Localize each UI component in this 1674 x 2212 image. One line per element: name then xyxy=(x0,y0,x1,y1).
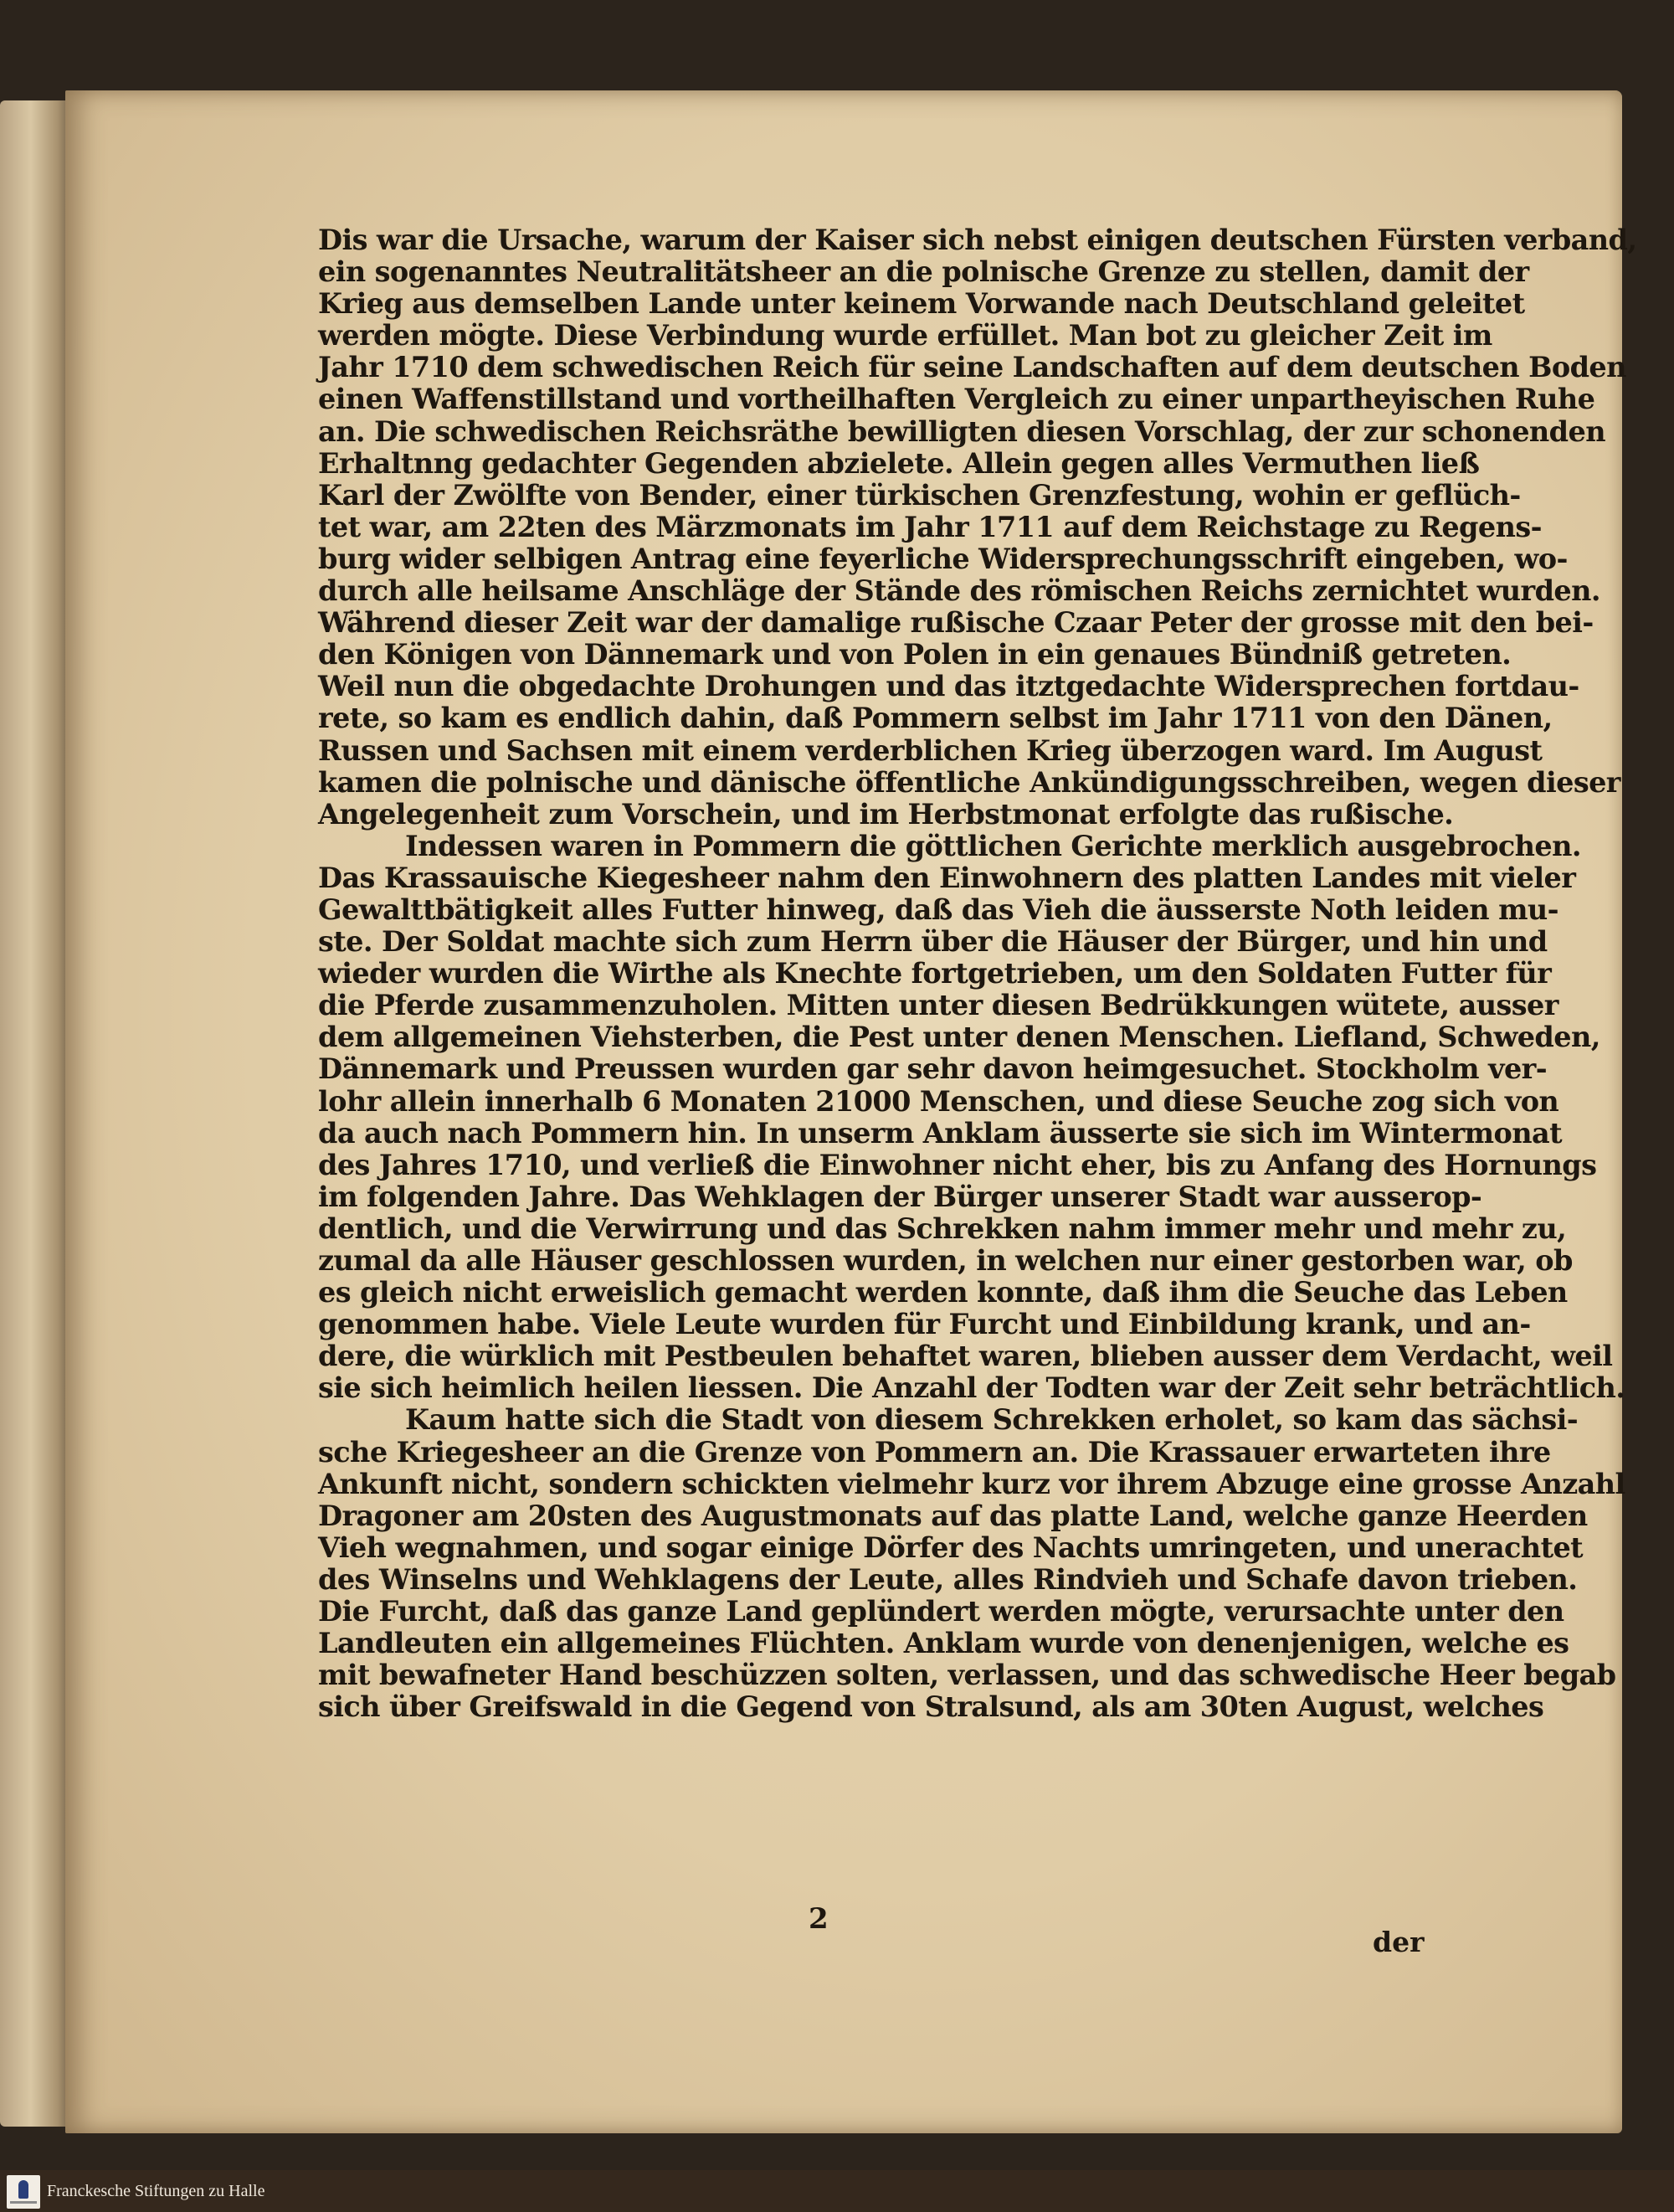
text-line: tet war, am 22ten des Märzmonats im Jahr 1711 auf dem Reichstage zu Regens- xyxy=(318,510,1542,543)
text-line: des Jahres 1710, und verließ die Einwohner nicht eher, bis zu Anfang des Hornungs xyxy=(318,1148,1597,1181)
text-line: zumal da alle Häuser geschlossen wurden, in welchen nur einer gestorben war, ob xyxy=(318,1244,1573,1277)
text-line: Karl der Zwölfte von Bender, einer türkischen Grenzfestung, wohin er geflüch- xyxy=(318,478,1521,512)
text-line: werden mögte. Diese Verbindung wurde erfüllet. Man bot zu gleicher Zeit im xyxy=(318,319,1492,352)
text-line: kamen die polnische und dänische öffentliche Ankündigungsschreiben, wegen dieser xyxy=(318,765,1620,799)
text-line: Krieg aus demselben Lande unter keinem Vorwande nach Deutschland geleitet xyxy=(318,287,1525,321)
text-line: sche Kriegesheer an die Grenze von Pommern an. Die Krassauer erwarteten ihre xyxy=(318,1435,1551,1469)
text-line: Die Furcht, daß das ganze Land geplündert werden mögte, verursachte unter den xyxy=(318,1595,1564,1628)
text-line: dere, die würklich mit Pestbeulen behaftet waren, blieben ausser dem Verdacht, weil xyxy=(318,1340,1613,1373)
text-line: mit bewafneter Hand beschüzzen solten, verlassen, und das schwedische Heer begab xyxy=(318,1659,1616,1692)
text-line: im folgenden Jahre. Das Wehklagen der Bürger unserer Stadt war ausserор- xyxy=(318,1180,1482,1213)
footer-bar xyxy=(0,2170,1674,2212)
text-line: dentlich, und die Verwirrung und das Schrekken nahm immer mehr und mehr zu, xyxy=(318,1211,1567,1245)
text-line: Jahr 1710 dem schwedischen Reich für seine Landschaften auf dem deutschen Boden xyxy=(318,351,1626,384)
text-line: Indessen waren in Pommern die göttlichen Gerichte merklich ausgebrochen. xyxy=(405,829,1581,862)
text-line: Kaum hatte sich die Stadt von diesem Schrekken erholet, so kam das sächsi- xyxy=(405,1403,1579,1437)
text-line: die Pferde zusammenzuholen. Mitten unter diesen Bedrükkungen wütete, ausser xyxy=(318,989,1558,1022)
text-line: dem allgemeinen Viehsterben, die Pest unter denen Menschen. Liefland, Schweden, xyxy=(318,1021,1600,1054)
text-line: einen Waffenstillstand und vortheilhaften Vergleich zu einer unpartheyischen Ruhe xyxy=(318,383,1595,416)
text-line: Vieh wegnahmen, und sogar einige Dörfer des Nachts umringeten, und unerachtet xyxy=(318,1530,1584,1564)
text-line: ste. Der Soldat machte sich zum Herrn über die Häuser der Bürger, und hin und xyxy=(318,925,1548,959)
text-line: lohr allein innerhalb 6 Monaten 21000 Menschen, und diese Seuche zog sich von xyxy=(318,1084,1559,1118)
text-line: genommen habe. Viele Leute wurden für Furcht und Einbildung krank, und an- xyxy=(318,1308,1531,1341)
text-line: Angelegenheit zum Vorschein, und im Herbstmonat erfolgte das rußische. xyxy=(318,797,1454,831)
text-line: da auch nach Pommern hin. In unserm Anklam äusserte sie sich im Wintermonat xyxy=(318,1116,1562,1150)
text-line: durch alle heilsame Anschläge der Stände des römischen Reichs zernichtet wurden. xyxy=(318,574,1600,608)
text-line: Gewalttbätigkeit alles Futter hinweg, daß das Vieh die äusserste Noth leiden mu- xyxy=(318,893,1558,926)
institution-logo-icon xyxy=(7,2175,40,2209)
text-line: Ankunft nicht, sondern schickten vielmehr kurz vor ihrem Abzuge eine grosse Anzahl xyxy=(318,1467,1625,1500)
catchword: der xyxy=(1373,1926,1425,1958)
text-line: an. Die schwedischen Reichsräthe bewilligten diesen Vorschlag, der zur schonenden xyxy=(318,414,1605,448)
text-line: Dännemark und Preussen wurden gar sehr davon heimgesuchet. Stockholm ver- xyxy=(318,1052,1548,1086)
page-number: 2 xyxy=(809,1902,829,1936)
text-line: des Winselns und Wehklagens der Leute, alles Rindvieh und Schafe davon trieben. xyxy=(318,1562,1578,1596)
text-line: Dis war die Ursache, warum der Kaiser sich nebst einigen deutschen Fürsten verband, xyxy=(318,224,1637,256)
text-line: Russen und Sachsen mit einem verderblichen Krieg überzogen ward. Im August xyxy=(318,733,1543,767)
text-line: sich über Greifswald in die Gegend von Stralsund, als am 30ten August, welches xyxy=(318,1690,1544,1724)
text-line: den Königen von Dännemark und von Polen in ein genaues Bündniß getreten. xyxy=(318,638,1512,671)
text-line: Erhaltnng gedachter Gegenden abzielete. Allein gegen alles Vermuthen ließ xyxy=(318,446,1480,480)
text-line: es gleich nicht erweislich gemacht werden konnte, daß ihm die Seuche das Leben xyxy=(318,1276,1568,1309)
text-line: Das Krassauische Kiegesheer nahm den Einwohnern des platten Landes mit vieler xyxy=(318,861,1576,894)
text-line: Weil nun die obgedachte Drohungen und das itztgedachte Widersprechen fortdau- xyxy=(318,670,1579,703)
text-line: rete, so kam es endlich dahin, daß Pommern selbst im Jahr 1711 von den Dänen, xyxy=(318,702,1553,735)
text-line: ein sogenanntes Neutralitätsheer an die polnische Grenze zu stellen, damit der xyxy=(318,255,1529,289)
text-line: Während dieser Zeit war der damalige rußische Czaar Peter der grosse mit den bei- xyxy=(318,606,1594,640)
text-line: Dragoner am 20sten des Augustmonats auf das platte Land, welche ganze Heerden xyxy=(318,1499,1588,1532)
text-line: burg wider selbigen Antrag eine feyerliche Widersprechungsschrift eingeben, wo- xyxy=(318,542,1568,575)
body-text xyxy=(318,224,1637,1724)
institution-name: Franckesche Stiftungen zu Halle xyxy=(47,2182,265,2200)
text-line: Landleuten ein allgemeines Flüchten. Anklam wurde von denenjenigen, welche es xyxy=(318,1627,1569,1660)
text-line: wieder wurden die Wirthe als Knechte fortgetrieben, um den Soldaten Futter für xyxy=(318,957,1552,990)
text-line: sie sich heimlich heilen liessen. Die Anzahl der Todten war der Zeit sehr beträchtlich. xyxy=(318,1371,1625,1405)
